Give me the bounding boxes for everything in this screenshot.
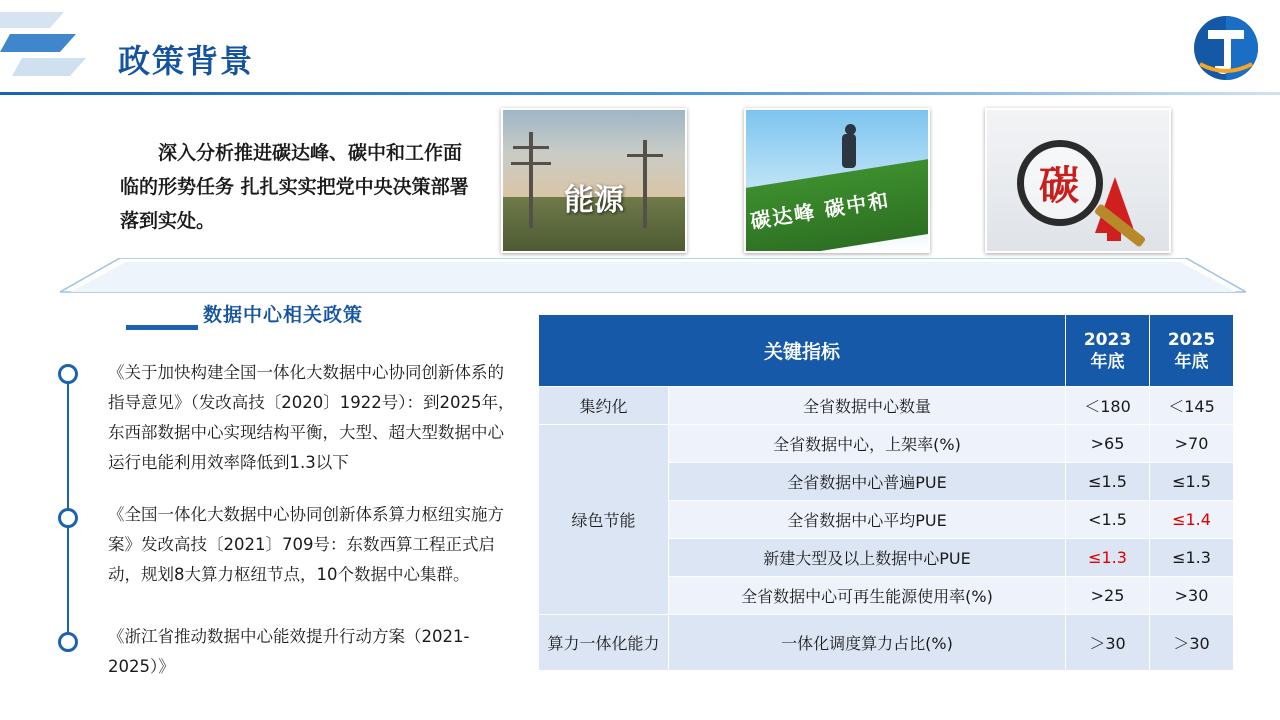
table-header-row [539, 315, 1234, 387]
indicator-table [538, 314, 1234, 671]
row-indicator: 全省数据中心可再生能源使用率(%) [669, 577, 1066, 615]
row-category: 集约化 [539, 387, 669, 425]
policy-item-2: 《全国一体化大数据中心协同创新体系算力枢纽实施方案》发改高技〔2021〕709号：东数西算工程正式启动，规划8大算力枢纽节点，10个数据中心集群。 [108, 505, 504, 584]
row-value-2025: ＞30 [1150, 615, 1234, 671]
row-value-2023: >25 [1066, 577, 1150, 615]
header-decoration [0, 8, 110, 88]
row-value-2023: ≤1.3 [1066, 539, 1150, 577]
person-body [842, 134, 856, 168]
photo-caption: 能源 [564, 182, 624, 218]
header-key-indicator: 关键指标 [539, 315, 1066, 387]
row-indicator: 全省数据中心数量 [669, 387, 1066, 425]
row-category: 绿色节能 [539, 425, 669, 615]
row-value-2025: >30 [1150, 577, 1234, 615]
pylon-arm [511, 162, 551, 165]
row-value-2023: ＜180 [1066, 387, 1150, 425]
intro-paragraph: 深入分析推进碳达峰、碳中和工作面临的形势任务 扎扎实实把党中央决策部署落到实处。 [120, 142, 469, 232]
page-title: 政策背景 [118, 43, 255, 79]
power-grid-photo [501, 108, 687, 253]
row-value-2025: ≤1.4 [1150, 501, 1234, 539]
row-value-2023: ≤1.5 [1066, 463, 1150, 501]
row-indicator: 新建大型及以上数据中心PUE [669, 539, 1066, 577]
row-indicator: 全省数据中心，上架率(%) [669, 425, 1066, 463]
row-value-2023: ＞30 [1066, 615, 1150, 671]
page-header [0, 0, 1280, 96]
table-row [539, 425, 1234, 463]
timeline-dot-2 [58, 508, 78, 528]
photo-caption: 碳 [1039, 163, 1079, 209]
row-indicator: 全省数据中心普遍PUE [669, 463, 1066, 501]
section-divider-band [60, 258, 1246, 294]
header-2025-line2: 年底 [1174, 351, 1209, 372]
policy-item-3: 《浙江省推动数据中心能效提升行动方案（2021-2025）》 [108, 627, 470, 676]
header-2023-line1: 2023 [1083, 329, 1132, 350]
row-value-2023: >65 [1066, 425, 1150, 463]
pylon-arm [513, 146, 549, 149]
row-value-2025: ＜145 [1150, 387, 1234, 425]
carbon-peak-road-photo [744, 108, 930, 253]
row-value-2023: <1.5 [1066, 501, 1150, 539]
photo-caption: 碳达峰 碳中和 [748, 187, 892, 234]
table-row [539, 387, 1234, 425]
subtitle-underline [126, 325, 198, 330]
pylon-arm [627, 154, 663, 157]
timeline-dot-3 [58, 632, 78, 652]
row-value-2025: ≤1.3 [1150, 539, 1234, 577]
header-2023 [1066, 315, 1150, 387]
table-row [539, 615, 1234, 671]
row-category: 算力一体化能力 [539, 615, 669, 671]
row-indicator: 全省数据中心平均PUE [669, 501, 1066, 539]
company-logo-icon [1190, 14, 1262, 82]
row-indicator: 一体化调度算力占比(%) [669, 615, 1066, 671]
carbon-magnifier-photo [985, 108, 1171, 253]
policy-item-1: 《关于加快构建全国一体化大数据中心协同创新体系的指导意见》（发改高技〔2020〕1922号）：到2025年，东西部数据中心实现结构平衡，大型、超大型数据中心运行电能利用效率降低到1.3以下 [108, 363, 515, 472]
row-value-2025: >70 [1150, 425, 1234, 463]
row-value-2025: ≤1.5 [1150, 463, 1234, 501]
header-2023-line2: 年底 [1090, 351, 1125, 372]
header-2025 [1150, 315, 1234, 387]
timeline-dot-1 [58, 364, 78, 384]
section-subtitle: 数据中心相关政策 [203, 304, 364, 326]
header-divider [0, 92, 1280, 95]
header-2025-line1: 2025 [1167, 329, 1216, 350]
